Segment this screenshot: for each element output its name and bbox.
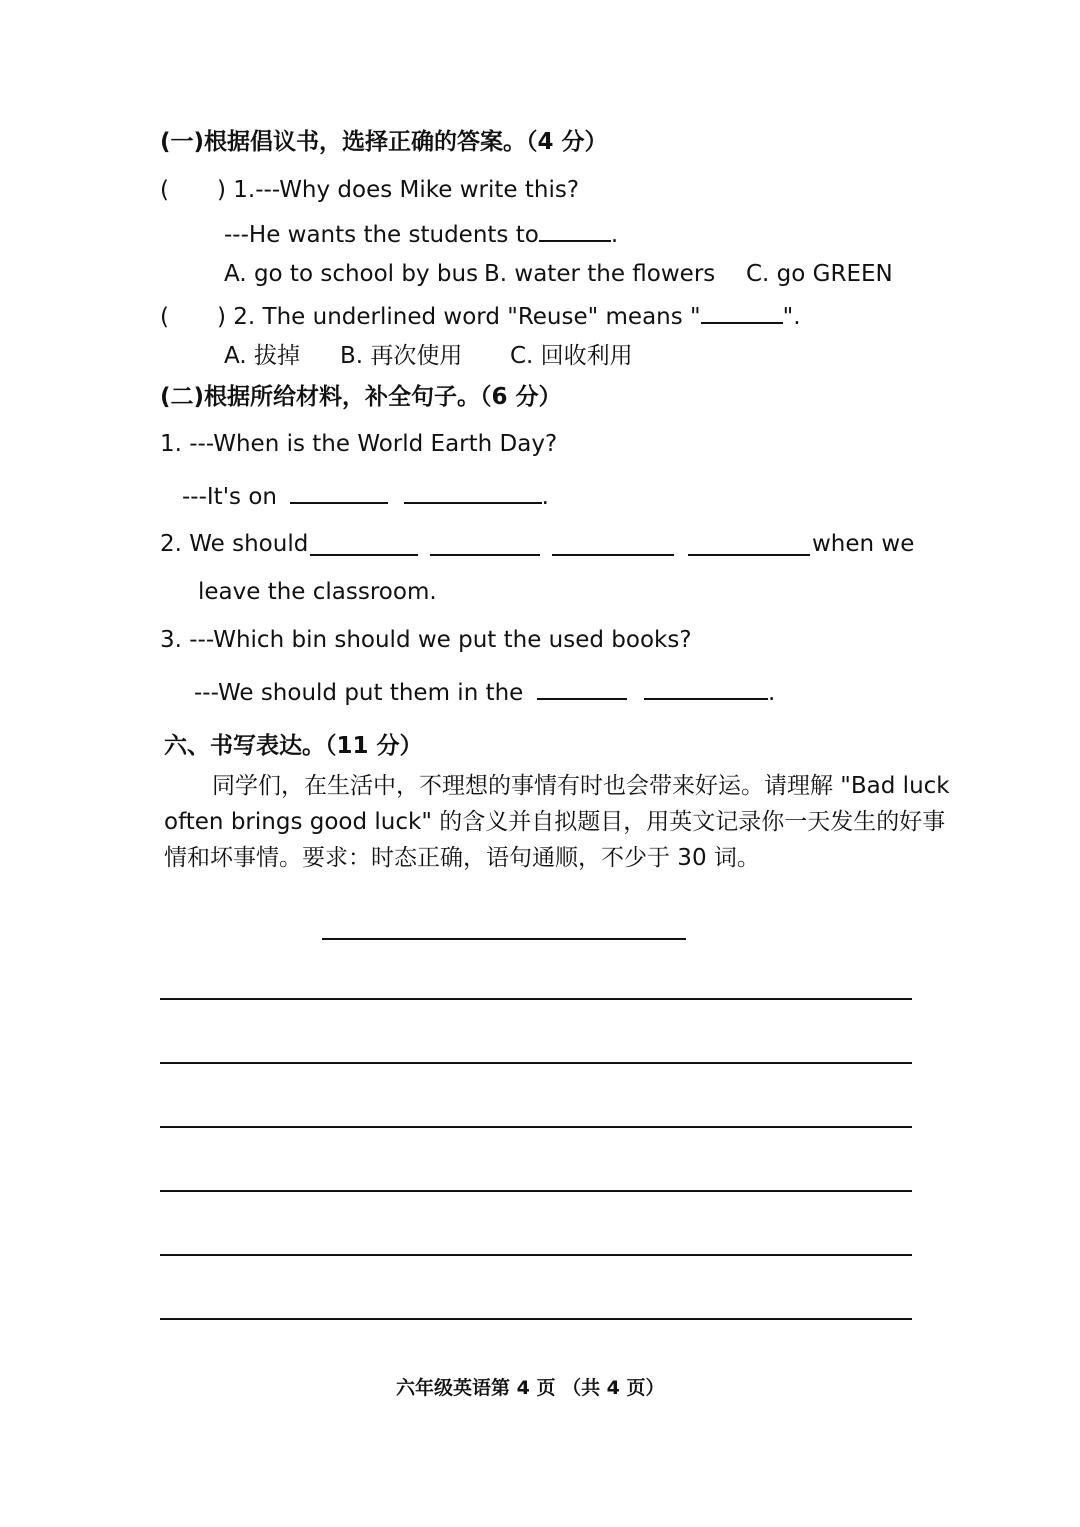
- option-1-2-a: A. 拔掉: [224, 343, 300, 369]
- answer-bracket-close: ): [216, 177, 226, 203]
- end-punct: ".: [782, 304, 801, 330]
- end-punct: .: [541, 484, 549, 510]
- question-2-1-prompt: 1. ---When is the World Earth Day?: [160, 431, 558, 457]
- option-1-1-b: B. water the flowers: [484, 261, 716, 287]
- answer-blank[interactable]: [539, 218, 611, 242]
- question-2-2-lead: 2. We should: [160, 531, 309, 557]
- option-1-1-c: C. go GREEN: [746, 261, 893, 287]
- writing-line[interactable]: [160, 998, 912, 1000]
- instructions-line-2: often brings good luck" 的含义并自拟题目，用英文记录你一天发生的好事: [164, 809, 946, 835]
- writing-line[interactable]: [160, 1318, 912, 1320]
- question-1-1-prompt: 1.---Why does Mike write this?: [233, 177, 580, 203]
- option-1-2-b: B. 再次使用: [340, 343, 463, 369]
- writing-line[interactable]: [160, 1254, 912, 1256]
- instructions-line-1: 同学们，在生活中，不理想的事情有时也会带来好运。请理解 "Bad luck: [212, 773, 950, 799]
- writing-line[interactable]: [160, 1126, 912, 1128]
- answer-bracket-open: (: [160, 177, 169, 203]
- answer-lead: ---It's on: [182, 484, 277, 510]
- page-footer: 六年级英语第 4 页 （共 4 页）: [396, 1377, 665, 1399]
- answer-lead: ---He wants the students to: [224, 222, 539, 248]
- essay-title-line[interactable]: [322, 938, 686, 940]
- answer-bracket-close: ): [216, 304, 226, 330]
- option-1-1-a: A. go to school by bus: [224, 261, 479, 287]
- option-1-2-c: C. 回收利用: [510, 343, 633, 369]
- section-1-heading: (一)根据倡议书，选择正确的答案。（4 分）: [160, 129, 608, 155]
- question-1-2-prompt: 2. The underlined word "Reuse" means ": [233, 304, 701, 330]
- question-1-1-answer: [224, 218, 618, 249]
- answer-blank[interactable]: [644, 676, 768, 700]
- instructions-line-3: 情和坏事情。要求：时态正确，语句通顺，不少于 30 词。: [164, 845, 760, 871]
- answer-blank[interactable]: [537, 676, 627, 700]
- answer-blank[interactable]: [688, 554, 810, 556]
- end-punct: .: [767, 680, 776, 706]
- section-6-heading: 六、书写表达。（11 分）: [164, 733, 423, 759]
- question-2-1-answer: [182, 480, 549, 511]
- answer-blank[interactable]: [701, 300, 783, 324]
- answer-blank[interactable]: [404, 480, 542, 504]
- answer-blank[interactable]: [310, 554, 418, 556]
- answer-blank[interactable]: [552, 554, 674, 556]
- answer-lead: ---We should put them in the: [194, 680, 524, 706]
- question-2-2-tail: when we: [812, 531, 915, 557]
- question-1-2: [160, 300, 801, 331]
- question-2-2: [160, 530, 308, 558]
- answer-bracket-open: (: [160, 304, 169, 330]
- question-2-3-prompt: 3. ---Which bin should we put the used books?: [160, 627, 692, 653]
- writing-line[interactable]: [160, 1190, 912, 1192]
- question-2-2-continuation: leave the classroom.: [198, 579, 437, 605]
- section-2-heading: (二)根据所给材料，补全句子。（6 分）: [160, 384, 562, 410]
- answer-blank[interactable]: [430, 554, 540, 556]
- question-2-3-answer: [194, 676, 775, 707]
- answer-blank[interactable]: [290, 480, 388, 504]
- question-1-1: [160, 176, 579, 204]
- end-punct: .: [610, 222, 619, 248]
- writing-line[interactable]: [160, 1062, 912, 1064]
